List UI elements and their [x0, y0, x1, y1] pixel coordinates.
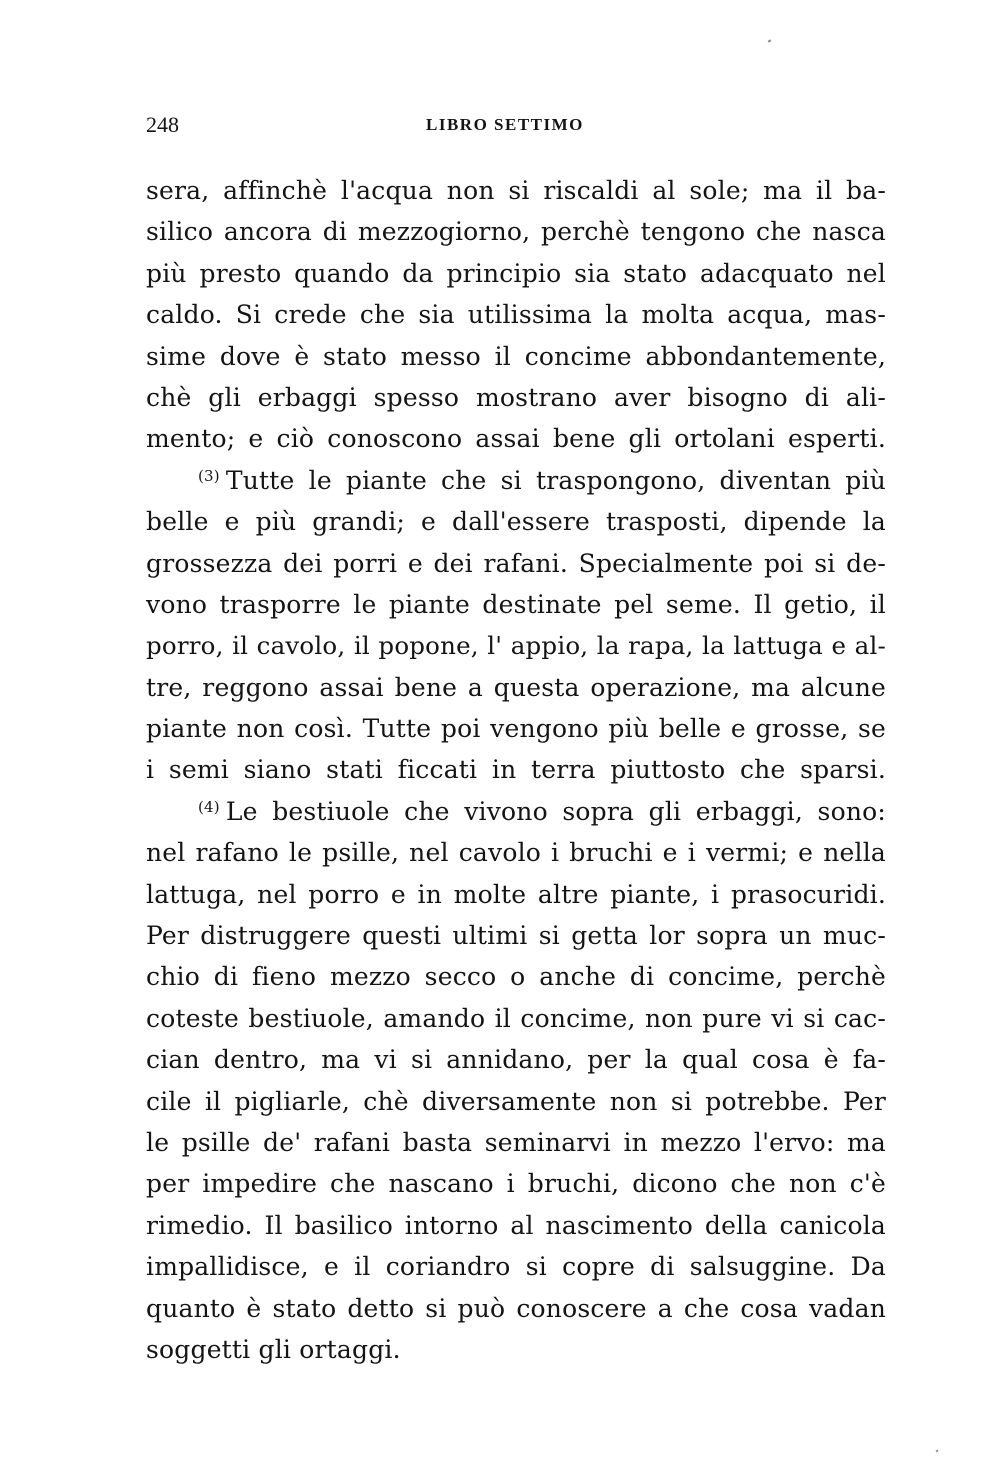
text-line: chè gli erbaggi spesso mostrano aver bisogno di ali- — [146, 382, 886, 412]
text-line: Le bestiuole che vivono sopra gli erbaggi, sono: — [225, 796, 886, 826]
text-line: sime dove è stato messo il concime abbondantemente, — [146, 341, 886, 371]
footnote-first-line — [146, 791, 886, 832]
text-line: Per distruggere questi ultimi si getta lor sopra un muc- — [146, 921, 886, 951]
text-line: impallidisce, e il coriandro si copre di salsuggine. Da — [146, 1252, 886, 1282]
text-line: porro, il cavolo, il popone, l' appio, la rapa, la lattuga e al- — [146, 631, 886, 661]
text-line: silico ancora di mezzogiorno, perchè tengono che nasca — [146, 217, 886, 247]
footnote-mark: (4) — [198, 797, 220, 816]
paper-speck — [936, 1450, 939, 1453]
text-line: sera, affinchè l'acqua non si riscaldi al sole; ma il ba- — [146, 176, 886, 205]
text-line: per impedire che nascano i bruchi, dicono che non c'è — [146, 1169, 886, 1199]
text-line: grossezza dei porri e dei rafani. Specialmente poi si de- — [146, 548, 886, 578]
text-line: le psille de' rafani basta seminarvi in mezzo l'ervo: ma — [146, 1127, 886, 1157]
text-line: quanto è stato detto si può conoscere a che cosa vadan — [146, 1293, 886, 1323]
text-line: più presto quando da principio sia stato adacquato nel — [146, 258, 886, 288]
paper-speck — [768, 39, 772, 42]
footnote-first-line — [146, 460, 886, 501]
text-line: coteste bestiuole, amando il concime, non pure vi si cac- — [146, 1003, 886, 1033]
text-line: nel rafano le psille, nel cavolo i bruchi e i vermi; e nella — [146, 838, 886, 868]
text-line: cile il pigliarle, chè diversamente non si potrebbe. Per — [146, 1086, 886, 1116]
text-line: vono trasporre le piante destinate pel seme. Il getio, il — [146, 589, 886, 619]
text-line: tre, reggono assai bene a questa operazione, ma alcune — [146, 672, 886, 702]
text-line: i semi siano stati ficcati in terra piuttosto che sparsi. — [146, 755, 886, 785]
text-line: soggetti gli ortaggi. — [146, 1334, 401, 1364]
running-head: LIBRO SETTIMO — [426, 115, 584, 134]
text-line: rimedio. Il basilico intorno al nascimento della canicola — [146, 1210, 886, 1240]
text-line: piante non così. Tutte poi vengono più belle e grosse, se — [146, 714, 886, 744]
text-line: caldo. Si crede che sia utilissima la molta acqua, mas- — [146, 300, 886, 330]
text-line: lattuga, nel porro e in molte altre piante, i prasocuridi. — [146, 879, 886, 909]
text-line: chio di fieno mezzo secco o anche di concime, perchè — [146, 962, 886, 992]
page-number: 248 — [146, 112, 179, 137]
text-line: Tutte le piante che si traspongono, diventan più — [225, 465, 886, 495]
body-text — [146, 170, 886, 1370]
text-line: belle e più grandi; e dall'essere trasposti, dipende la — [146, 507, 886, 537]
text-line: mento; e ciò conoscono assai bene gli ortolani esperti. — [146, 424, 886, 454]
footnote-mark: (3) — [198, 466, 220, 485]
page-header — [146, 112, 886, 144]
text-line: cian dentro, ma vi si annidano, per la qual cosa è fa- — [146, 1045, 886, 1075]
